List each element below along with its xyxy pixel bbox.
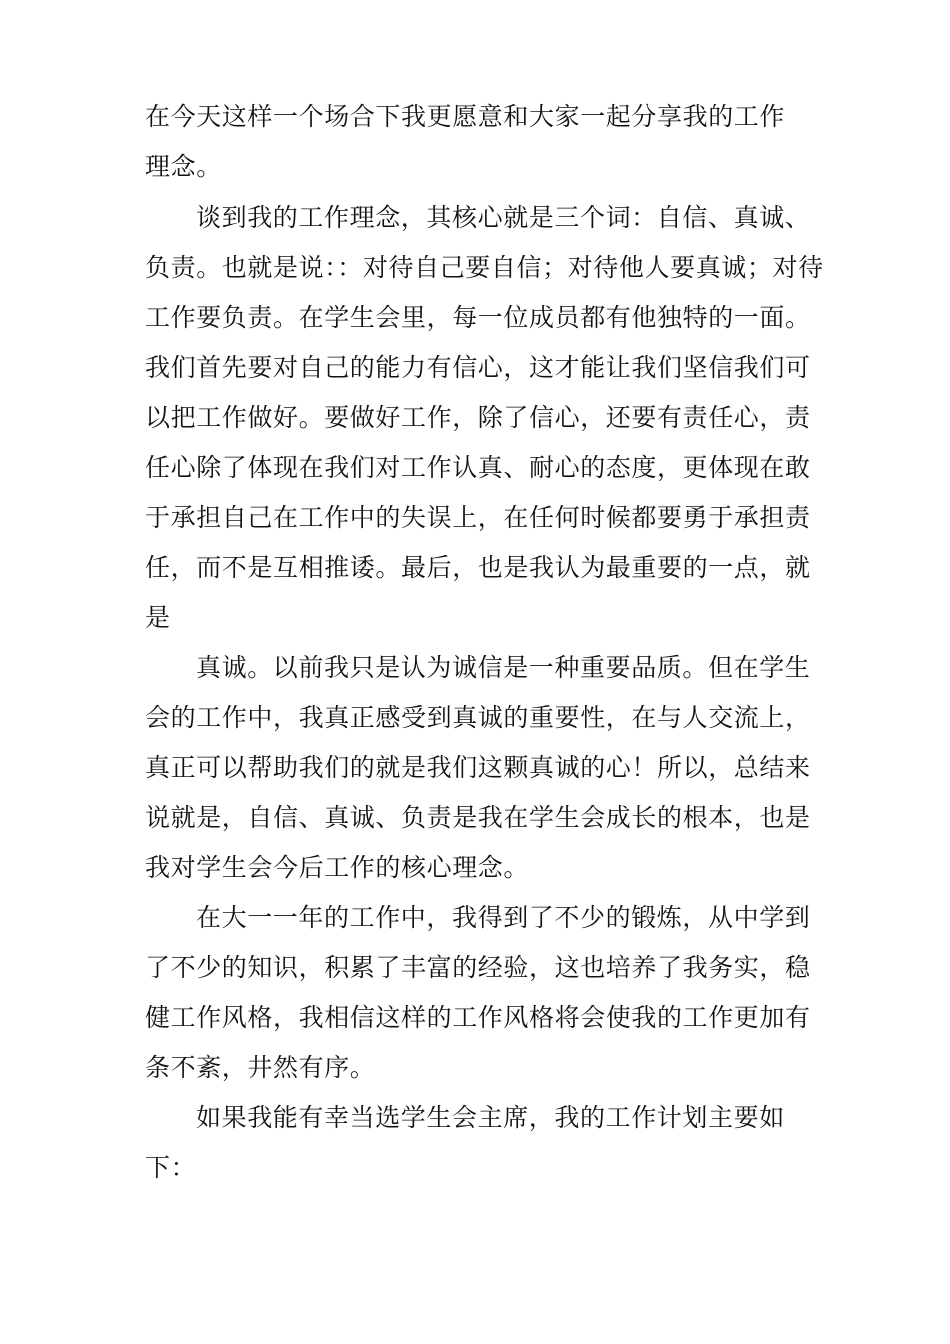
text-line: 任，而不是互相推诿。最后，也是我认为最重要的一点，就: [145, 553, 811, 582]
text-line: 于承担自己在工作中的失误上，在任何时候都要勇于承担责: [145, 503, 811, 532]
paragraph-first-line: 真诚。以前我只是认为诚信是一种重要品质。但在学生: [196, 653, 811, 682]
text-line: 任心除了体现在我们对工作认真、耐心的态度，更体现在敢: [145, 453, 811, 482]
text-line: 我对学生会今后工作的核心理念。: [145, 853, 530, 882]
text-line: 以把工作做好。要做好工作，除了信心，还要有责任心，责: [145, 403, 811, 432]
text-line: 在今天这样一个场合下我更愿意和大家一起分享我的工作: [145, 102, 786, 131]
text-line: 了不少的知识，积累了丰富的经验，这也培养了我务实，稳: [145, 953, 811, 982]
text-line: 负责。也就是说：：对待自己要自信；对待他人要真诚；对待: [145, 253, 824, 282]
text-line: 我们首先要对自己的能力有信心，这才能让我们坚信我们可: [145, 353, 811, 382]
paragraph-first-line: 在大一一年的工作中，我得到了不少的锻炼，从中学到: [196, 903, 811, 932]
text-line: 条不紊，井然有序。: [145, 1053, 376, 1082]
text-line: 健工作风格，我相信这样的工作风格将会使我的工作更加有: [145, 1003, 811, 1032]
text-line: 是: [145, 603, 171, 632]
text-line: 理念。: [145, 152, 222, 181]
text-line: 会的工作中，我真正感受到真诚的重要性，在与人交流上，: [145, 703, 811, 732]
text-line: 真正可以帮助我们的就是我们这颗真诚的心！所以，总结来: [145, 753, 811, 782]
paragraph-first-line: 谈到我的工作理念，其核心就是三个词：自信、真诚、: [196, 203, 811, 232]
text-line: 下：: [145, 1153, 197, 1182]
text-line: 工作要负责。在学生会里，每一位成员都有他独特的一面。: [145, 303, 811, 332]
text-line: 说就是，自信、真诚、负责是我在学生会成长的根本，也是: [145, 803, 811, 832]
paragraph-first-line: 如果我能有幸当选学生会主席，我的工作计划主要如: [196, 1103, 785, 1132]
